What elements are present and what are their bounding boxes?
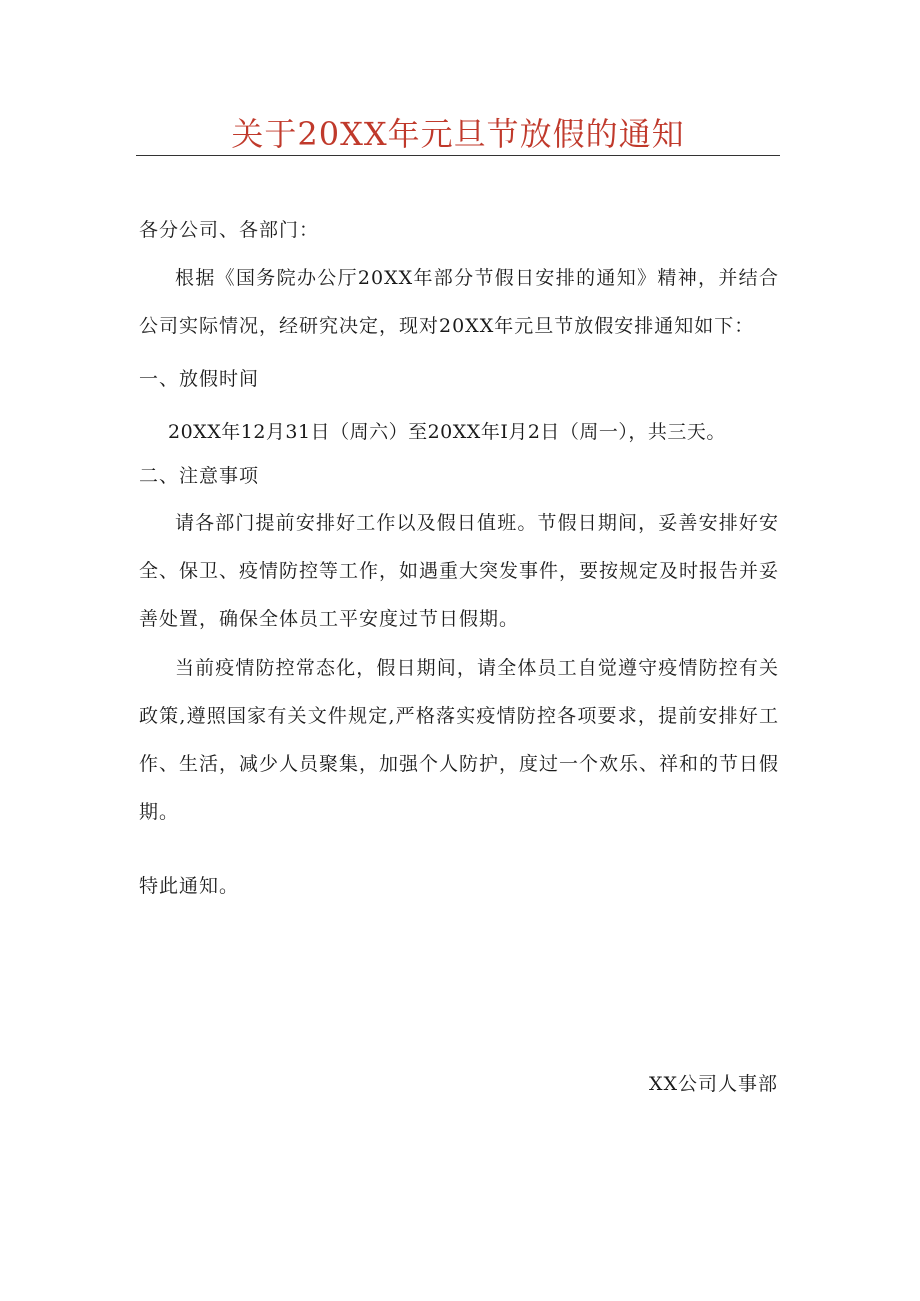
intro-paragraph: 根据《国务院办公厅20XX年部分节假日安排的通知》精神，并结合公司实际情况，经研究决定，现对20XX年元旦节放假安排通知如下： [139, 267, 779, 337]
section-heading-holiday-time: 一、放假时间 [139, 368, 260, 390]
document-title: 关于20XX年元旦节放假的通知 [231, 115, 685, 153]
signature: XX公司人事部 [648, 1073, 778, 1095]
salutation: 各分公司、各部门： [139, 219, 320, 241]
title-underline [136, 155, 780, 156]
section-heading-notes: 二、注意事项 [139, 465, 260, 487]
holiday-time-text: 20XX年12月31日（周六）至20XX年I月2日（周一），共三天。 [168, 421, 726, 443]
notes-paragraph-2: 当前疫情防控常态化，假日期间，请全体员工自觉遵守疫情防控有关政策,遵照国家有关文件规定,严格落实疫情防控各项要求，提前安排好工作、生活，减少人员聚集，加强个人防护，度过一个欢乐、祥和的节日假期。 [139, 657, 780, 823]
notes-paragraph-1: 请各部门提前安排好工作以及假日值班。节假日期间，妥善安排好安全、保卫、疫情防控等工作，如遇重大突发事件，要按规定及时报告并妥善处置，确保全体员工平安度过节日假期。 [139, 512, 780, 630]
closing-text: 特此通知。 [139, 875, 240, 897]
